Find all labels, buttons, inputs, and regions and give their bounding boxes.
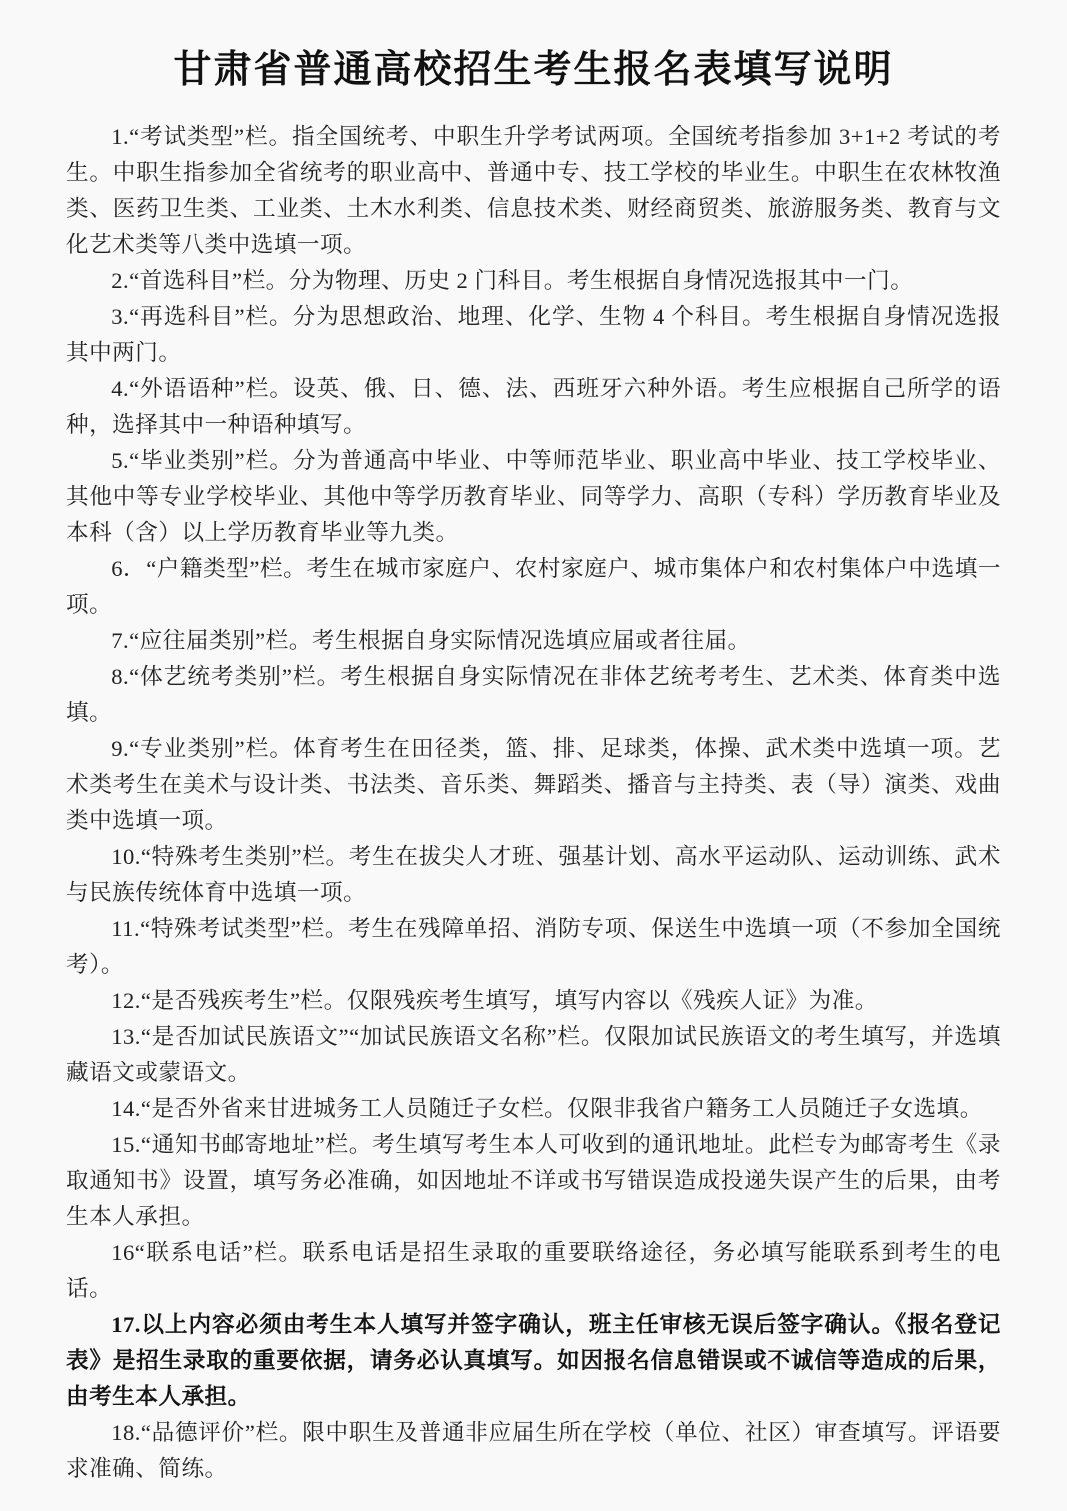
instruction-item-16: 16“联系电话”栏。联系电话是招生录取的重要联络途径，务必填写能联系到考生的电话。 [66,1240,1001,1301]
instruction-item-6: 6．“户籍类型”栏。考生在城市家庭户、农村家庭户、城市集体户和农村集体户中选填一项。 [66,556,1001,617]
instruction-item-13: 13.“是否加试民族语文”“加试民族语文名称”栏。仅限加试民族语文的考生填写，并选填藏语文或蒙语文。 [66,1024,1001,1085]
instruction-item-1: 1.“考试类型”栏。指全国统考、中职生升学考试两项。全国统考指参加 3+1+2 考试的考生。中职生指参加全省统考的职业高中、普通中专、技工学校的毕业生。中职生在农林牧渔类、医药卫生类、工业类、土木水利类、信息技术类、财经商贸类、旅游服务类、教育与文化艺术类等八类中选填一项。 [66,124,1001,257]
instruction-item-2: 2.“首选科目”栏。分为物理、历史 2 门科目。考生根据自身情况选报其中一门。 [111,268,914,293]
instruction-item-17: 17.以上内容必须由考生本人填写并签字确认，班主任审核无误后签字确认。《报名登记表》是招生录取的重要依据，请务必认真填写。如因报名信息错误或不诚信等造成的后果，由考生本人承担。 [66,1312,1001,1409]
instruction-item-9: 9.“专业类别”栏。体育考生在田径类，篮、排、足球类，体操、武术类中选填一项。艺术类考生在美术与设计类、书法类、音乐类、舞蹈类、播音与主持类、表（导）演类、戏曲类中选填一项。 [66,736,1001,833]
instructions-body [66,119,1001,1487]
instruction-item-3: 3.“再选科目”栏。分为思想政治、地理、化学、生物 4 个科目。考生根据自身情况选报其中两门。 [66,304,1001,365]
instruction-item-12: 12.“是否残疾考生”栏。仅限残疾考生填写，填写内容以《残疾人证》为准。 [111,988,878,1013]
instruction-item-10: 10.“特殊考生类别”栏。考生在拔尖人才班、强基计划、高水平运动队、运动训练、武术与民族传统体育中选填一项。 [66,844,1001,905]
instruction-item-11: 11.“特殊考试类型”栏。考生在残障单招、消防专项、保送生中选填一项（不参加全国统考）。 [66,916,1001,977]
instruction-item-14: 14.“是否外省来甘进城务工人员随迁子女栏。仅限非我省户籍务工人员随迁子女选填。 [111,1096,983,1121]
instruction-item-18: 18.“品德评价”栏。限中职生及普通非应届生所在学校（单位、社区）审查填写。评语要求准确、简练。 [66,1420,1001,1481]
page-title: 甘肃省普通高校招生考生报名表填写说明 [173,49,894,91]
instruction-item-8: 8.“体艺统考类别”栏。考生根据自身实际情况在非体艺统考考生、艺术类、体育类中选填。 [66,664,1001,725]
instruction-item-4: 4.“外语语种”栏。设英、俄、日、德、法、西班牙六种外语。考生应根据自己所学的语种，选择其中一种语种填写。 [66,376,1001,437]
instruction-item-5: 5.“毕业类别”栏。分为普通高中毕业、中等师范毕业、职业高中毕业、技工学校毕业、其他中等专业学校毕业、其他中等学历教育毕业、同等学力、高职（专科）学历教育毕业及本科（含）以上学历教育毕业等九类。 [66,448,1001,545]
instruction-item-15: 15.“通知书邮寄地址”栏。考生填写考生本人可收到的通讯地址。此栏专为邮寄考生《录取通知书》设置，填写务必准确，如因地址不详或书写错误造成投递失误产生的后果，由考生本人承担。 [66,1132,1001,1229]
instruction-item-7: 7.“应往届类别”栏。考生根据自身实际情况选填应届或者往届。 [111,628,751,653]
